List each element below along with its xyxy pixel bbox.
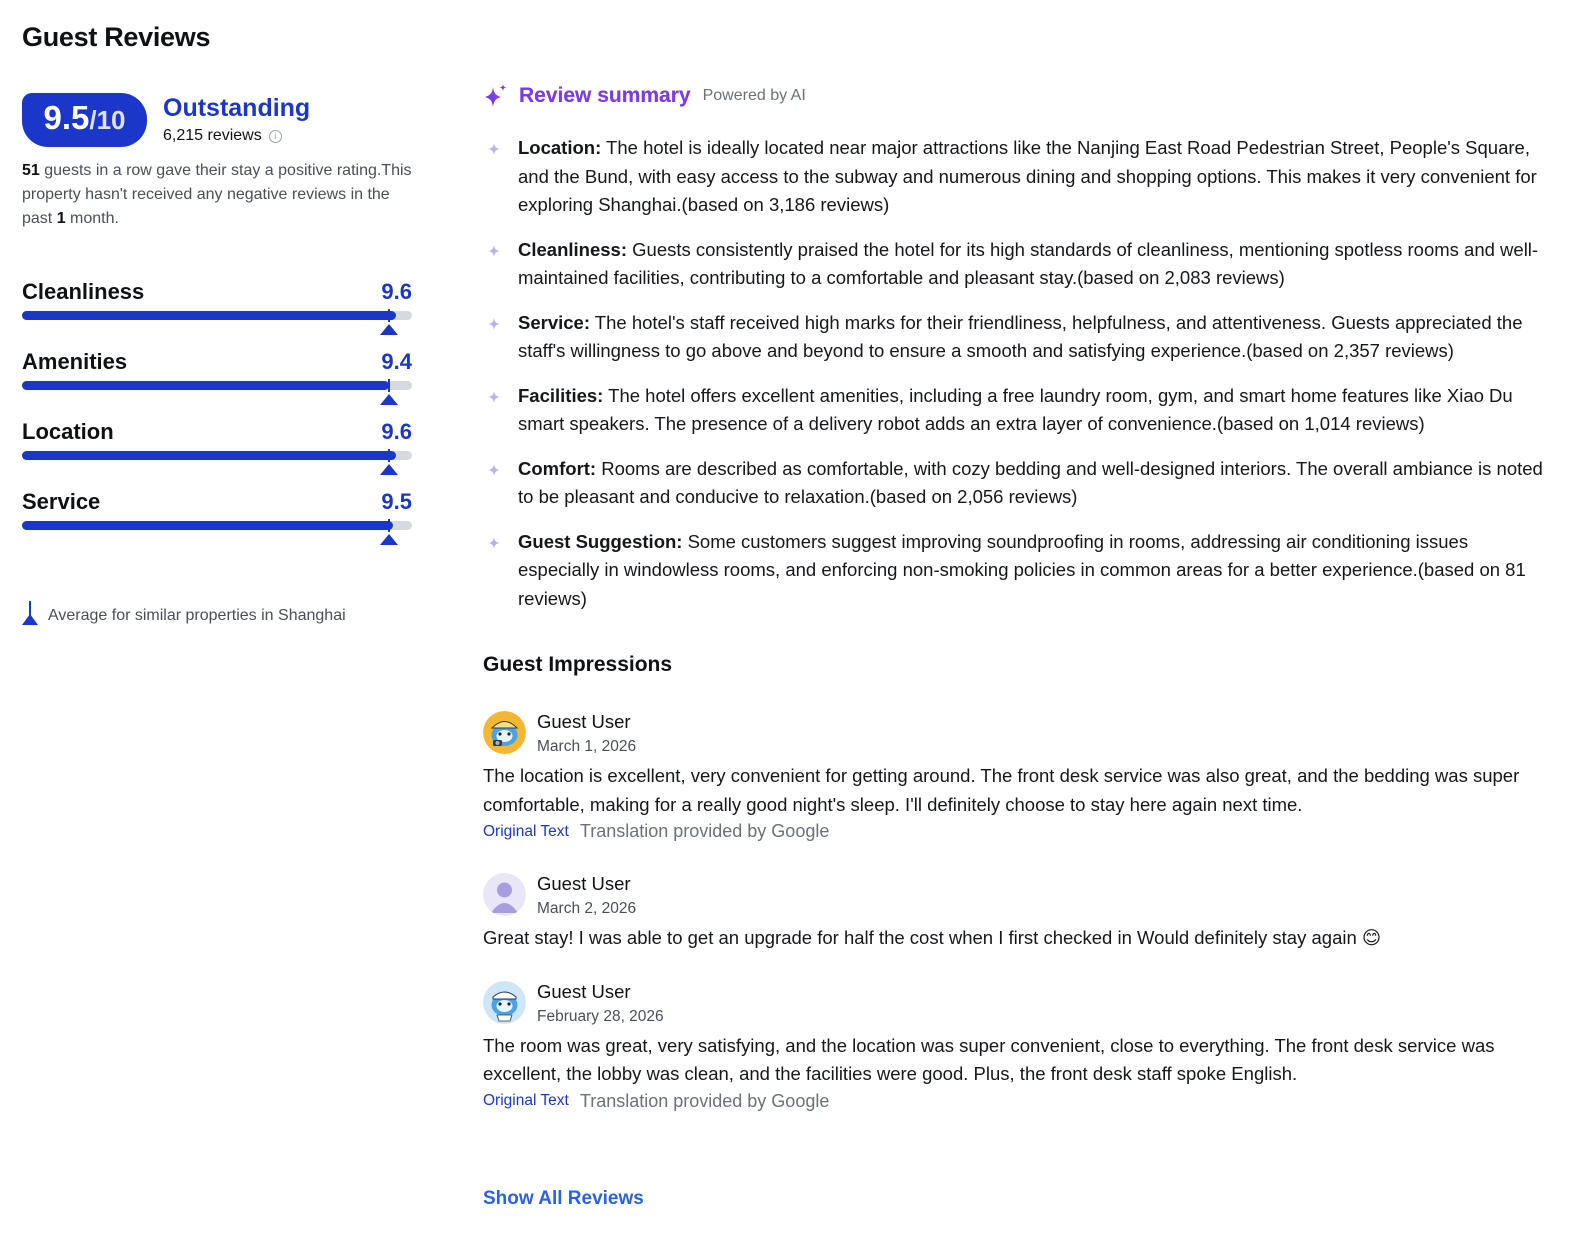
legend-text: Average for similar properties in Shanghai xyxy=(48,607,346,624)
overall-score-row xyxy=(22,93,414,147)
review-date: March 2, 2026 xyxy=(537,900,637,917)
sparkle-bullet-icon xyxy=(487,536,501,550)
page-title: Guest Reviews xyxy=(22,22,211,52)
score-bar xyxy=(22,451,412,460)
sparkle-bullet-icon xyxy=(487,463,501,477)
mascot-avatar-icon xyxy=(483,711,526,754)
category-scores xyxy=(22,279,412,559)
default-user-avatar-icon xyxy=(483,873,526,916)
rating-label: Outstanding xyxy=(163,94,311,122)
sparkle-icon xyxy=(483,83,509,109)
category-name: Cleanliness xyxy=(22,279,145,304)
category-service xyxy=(22,489,412,559)
summary-point xyxy=(483,236,1553,293)
point-text: Some customers suggest improving soundproofing in rooms, addressing air conditioning issues especially in windowless rooms, and enforcing non-smoking policies in common areas for a better experience.(based on 81 reviews) xyxy=(518,530,1526,609)
point-label: Guest Suggestion: xyxy=(518,530,683,552)
category-score: 9.5 xyxy=(381,489,412,514)
point-text: The hotel offers excellent amenities, including a free laundry room, gym, and smart home features like Xiao Du smart speakers. The presence of a delivery robot adds an extra layer of convenience.(based on 1,014 reviews) xyxy=(518,384,1513,434)
original-text-link[interactable]: Original Text xyxy=(483,822,569,840)
score-bar xyxy=(22,521,412,530)
review-date: March 1, 2026 xyxy=(537,738,637,755)
point-text: The hotel is ideally located near major attractions like the Nanjing East Road Pedestrian Street, People's Square, and the Bund, with easy access to the subway and numerous dining and shopping options. This makes it very convenient for exploring Shanghai.(based on 3,186 reviews) xyxy=(518,137,1537,215)
translation-note: Translation provided by Google xyxy=(579,821,830,841)
streak-text-end: month. xyxy=(65,210,119,227)
original-text-link[interactable]: Original Text xyxy=(483,1092,569,1109)
review-date: February 28, 2026 xyxy=(537,1007,664,1025)
average-triangle-icon xyxy=(380,394,398,405)
summary-points xyxy=(483,134,1553,613)
category-name: Location xyxy=(22,419,114,444)
sparkle-bullet-icon xyxy=(487,390,501,404)
streak-text: guests in a row gave their stay a positive rating.This property hasn't received any negative reviews in the past xyxy=(22,162,412,227)
overall-score-denominator: /10 xyxy=(89,105,126,135)
info-icon[interactable]: i xyxy=(269,130,282,143)
review-count-text: 6,215 reviews xyxy=(163,127,262,144)
score-meta xyxy=(163,93,310,145)
category-cleanliness xyxy=(22,279,412,349)
point-text: Guests consistently praised the hotel for its high standards of cleanliness, mentioning spotless rooms and well-maintained facilities, contributing to a comfortable and pleasant stay.(based on 2,083 reviews) xyxy=(518,238,1539,288)
average-triangle-icon xyxy=(380,464,398,475)
review-card xyxy=(483,873,1553,953)
summary-point xyxy=(483,309,1553,366)
translation-note: Translation provided by Google xyxy=(579,1090,830,1111)
review-count xyxy=(163,127,310,145)
category-name: Service xyxy=(22,489,101,514)
positive-streak-note xyxy=(22,159,414,231)
powered-by-label: Powered by AI xyxy=(702,87,806,104)
category-score: 9.6 xyxy=(381,419,412,444)
point-label: Comfort: xyxy=(518,457,597,479)
average-triangle-icon xyxy=(380,324,398,335)
score-bar xyxy=(22,381,412,390)
reviewer-name: Guest User xyxy=(537,711,631,732)
summary-point xyxy=(483,382,1553,439)
point-label: Cleanliness: xyxy=(518,238,627,260)
summary-point xyxy=(483,455,1553,512)
mascot-avatar-icon xyxy=(483,981,526,1024)
rating-overview xyxy=(22,93,414,624)
reviewer-name: Guest User xyxy=(537,873,631,894)
score-bar-fill xyxy=(22,521,393,530)
overall-score: 9.5 xyxy=(43,99,90,136)
summary-point xyxy=(483,134,1553,220)
streak-count: 51 xyxy=(22,162,40,179)
category-score: 9.6 xyxy=(381,279,412,304)
score-bar xyxy=(22,311,412,320)
review-summary-header xyxy=(483,80,1553,112)
review-text: Great stay! I was able to get an upgrade for half the cost when I first checked in Would definitely stay again 😊 xyxy=(483,927,1382,948)
point-text: The hotel's staff received high marks for their friendliness, helpfulness, and attentiveness. Guests appreciated the staff's willingness to go above and beyond to ensure a smooth and satisfying experience.(based on 2,357 reviews) xyxy=(518,311,1523,361)
average-legend xyxy=(22,601,346,625)
category-score: 9.4 xyxy=(381,349,412,374)
review-text: The location is excellent, very convenient for getting around. The front desk service was also great, and the bedding was super comfortable, making for a really good night's sleep. I'll definitely choose to stay here again next time. xyxy=(483,765,1520,815)
sparkle-bullet-icon xyxy=(487,244,501,258)
reviewer-name: Guest User xyxy=(537,980,631,1002)
review-card xyxy=(483,981,1553,1112)
point-text: Rooms are described as comfortable, with cozy bedding and well-designed interiors. The overall ambiance is noted to be pleasant and conducive to relaxation.(based on 2,056 reviews) xyxy=(518,457,1543,507)
show-all-reviews-button[interactable]: Show All Reviews xyxy=(483,1188,644,1209)
review-text: The room was great, very satisfying, and the location was super convenient, close to everything. The front desk service was excellent, the lobby was clean, and the facilities were good. Plus, the front desk staff spoke English. xyxy=(483,1034,1495,1084)
sparkle-bullet-icon xyxy=(487,317,501,331)
streak-months: 1 xyxy=(56,210,66,227)
review-content xyxy=(483,80,1553,1112)
average-triangle-icon xyxy=(380,534,398,545)
category-location xyxy=(22,419,412,489)
average-marker-icon xyxy=(22,601,38,625)
point-label: Facilities: xyxy=(518,384,604,406)
score-bar-fill xyxy=(22,381,389,390)
point-label: Location: xyxy=(518,137,602,158)
guest-impressions-title: Guest Impressions xyxy=(483,653,673,676)
point-label: Service: xyxy=(518,311,590,333)
overall-score-badge xyxy=(22,93,147,147)
category-name: Amenities xyxy=(22,349,128,374)
review-card xyxy=(483,711,1553,842)
category-amenities xyxy=(22,349,412,419)
review-summary-title: Review summary xyxy=(519,84,691,107)
summary-point xyxy=(483,528,1553,614)
sparkle-bullet-icon xyxy=(487,142,501,156)
score-bar-fill xyxy=(22,451,396,460)
score-bar-fill xyxy=(22,311,396,320)
